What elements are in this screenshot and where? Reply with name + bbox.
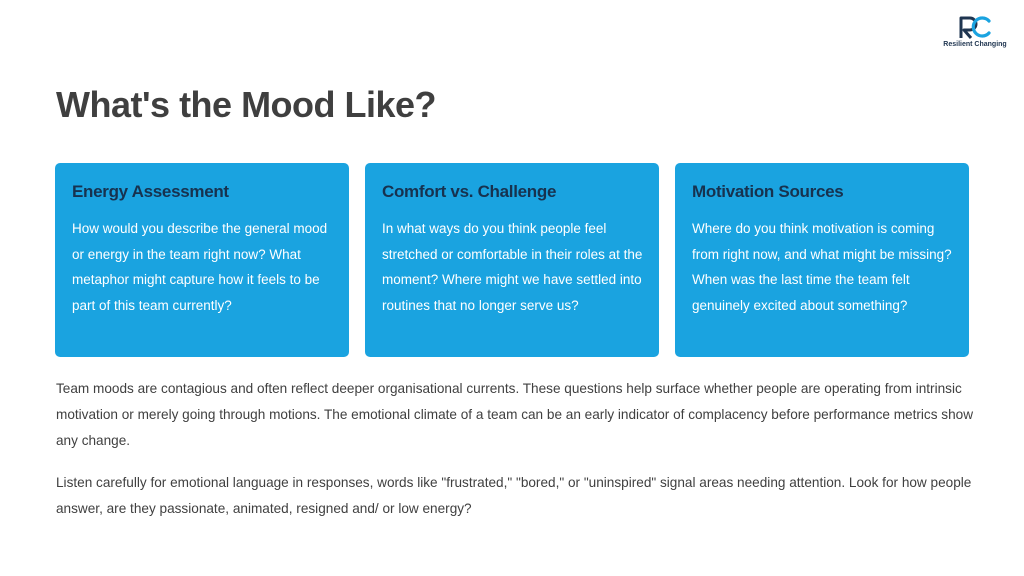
body-paragraph-team-moods: Team moods are contagious and often reflect deeper organisational currents. These questions help surface whether people are operating from intrinsic motivation or merely going through motions. The emotional climate of a team can be an early indicator of complacency before performance metrics show any change. [56, 381, 974, 448]
card-heading: Motivation Sources [692, 182, 844, 201]
card-motivation-sources [675, 163, 969, 357]
rc-monogram-icon [958, 14, 992, 40]
card-comfort-vs-challenge [365, 163, 659, 357]
card-heading: Comfort vs. Challenge [382, 182, 557, 201]
page-title: What's the Mood Like? [56, 84, 437, 125]
brand-name: Resilient Changing [943, 41, 1007, 48]
question-cards [55, 163, 969, 357]
card-body: Where do you think motivation is coming from right now, and what might be missing? When was the last time the team felt genuinely excited about something? [692, 221, 952, 314]
card-heading: Energy Assessment [72, 182, 229, 201]
card-body: How would you describe the general mood or energy in the team right now? What metaphor might capture how it feels to be part of this team currently? [72, 221, 328, 314]
card-energy-assessment [55, 163, 349, 357]
brand-logo [938, 14, 1012, 50]
body-paragraph-listen-carefully: Listen carefully for emotional language in responses, words like "frustrated," "bored," or "uninspired" signal areas needing attention. Look for how people answer, are they passionate, animated, resigned and/ or low energy? [56, 475, 972, 516]
card-body: In what ways do you think people feel stretched or comfortable in their roles at the moment? Where might we have settled into routines that no longer serve us? [382, 221, 643, 314]
